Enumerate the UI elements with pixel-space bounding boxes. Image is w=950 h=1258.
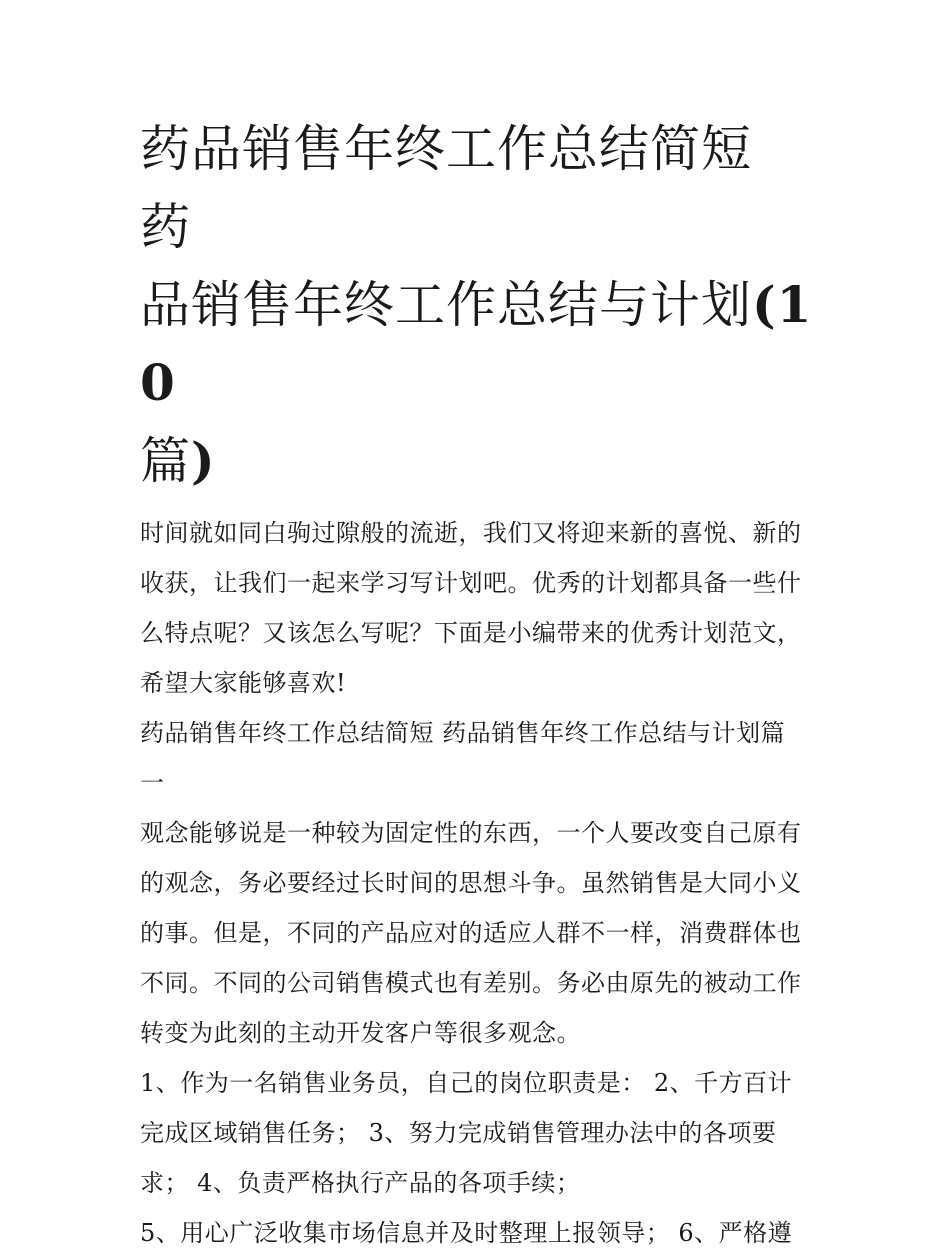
body-paragraph-1: 观念能够说是一种较为固定性的东西，一个人要改变自己原有 的观念，务必要经过长时间的思想斗争。虽然销售是大同小义 的事。但是，不同的产品应对的适应人群不一样，消费群体也 不同。不同的公司销售模式也有差别。务必由原先的被动工作 转变为此刻的主动开发客户等很多观念。 [140, 819, 802, 1047]
title-bold-fragment: ) [191, 431, 216, 490]
title-line-3: 篇) [140, 431, 216, 490]
title-line-2: 品销售年终工作总结与计划(10 [140, 275, 813, 412]
document-title [140, 110, 815, 500]
intro-paragraph: 时间就如同白驹过隙般的流逝，我们又将迎来新的喜悦、新的 收获，让我们一起来学习写计划吧。优秀的计划都具备一些什 么特点呢？又该怎么写呢？下面是小编带来的优秀计划范文， 希望大家能够喜欢! [140, 519, 802, 697]
title-line-1: 药品销售年终工作总结简短 药 [140, 120, 752, 256]
title-bold-fragment: (10 [140, 275, 813, 412]
section-heading: 药品销售年终工作总结简短 药品销售年终工作总结与计划篇 一 [140, 719, 786, 797]
document-page [140, 110, 815, 1258]
body-paragraph-3: 5、用心广泛收集市场信息并及时整理上报领导； 6、严格遵 [140, 1219, 793, 1247]
body-paragraph-2: 1、作为一名销售业务员，自己的岗位职责是： 2、千方百计 完成区域销售任务； 3、努力完成销售管理办法中的各项要 求； 4、负责严格执行产品的各项手续； [140, 1069, 793, 1197]
